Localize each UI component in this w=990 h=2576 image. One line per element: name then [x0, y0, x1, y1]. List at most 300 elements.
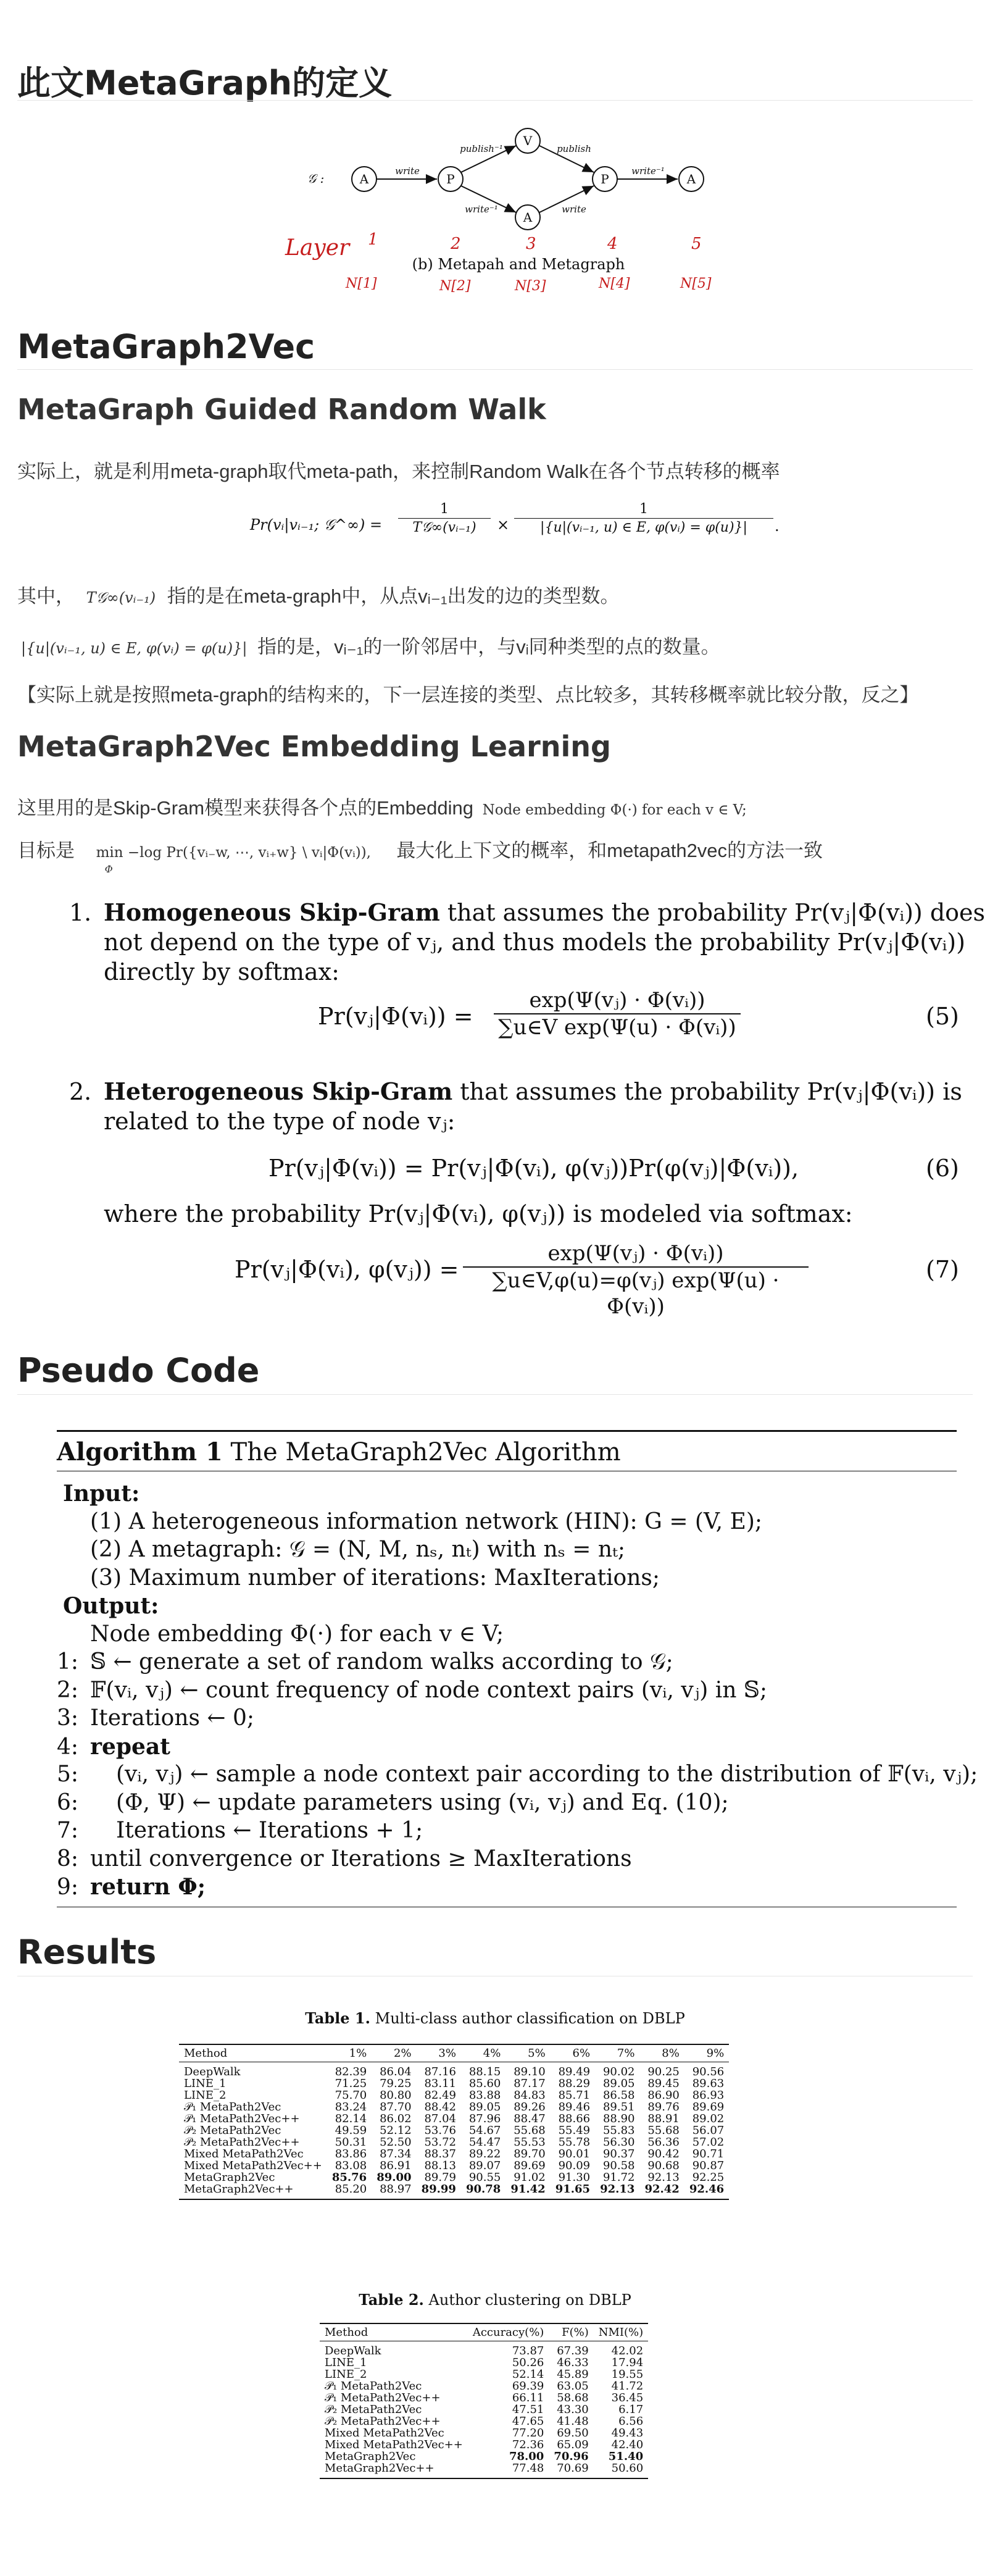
table2-cell: DeepWalk — [325, 2344, 381, 2357]
table1-cell: 89.46 — [558, 2101, 591, 2114]
table2-caption-text: Author clustering on DBLP — [428, 2291, 631, 2309]
eq5-frac — [494, 987, 741, 1040]
skipgram-item2-number: 2. — [69, 1078, 92, 1105]
algorithm-step-text: (Φ, Ψ) ← update parameters using (vᵢ, vⱼ) and Eq. (10); — [116, 1789, 729, 1815]
table1-cell: 91.30 — [558, 2171, 591, 2184]
table2-caption — [0, 2291, 990, 2309]
eq7-den: ∑u∈V,φ(u)=φ(vⱼ) exp(Ψ(u) · Φ(vᵢ)) — [463, 1266, 809, 1319]
pseudo-code-heading-rule — [17, 1394, 973, 1395]
table1-cell: 85.76 — [331, 2171, 367, 2184]
table1-row — [179, 2113, 729, 2125]
algorithm-step-number: 1: — [57, 1649, 79, 1675]
table2-header-cell: NMI(%) — [598, 2326, 644, 2339]
algorithm-output-line: Node embedding Φ(·) for each v ∈ V; — [90, 1621, 504, 1647]
table1-cell: 87.04 — [424, 2112, 456, 2125]
table1-cell: 54.47 — [468, 2136, 501, 2149]
algorithm-step-number: 5: — [57, 1762, 79, 1787]
table1-cell: 89.00 — [376, 2171, 412, 2184]
table2-cell: 41.72 — [611, 2380, 644, 2393]
table2-cell: 66.11 — [512, 2391, 544, 2404]
transition-formula — [250, 501, 781, 551]
algorithm-step-text: repeat — [90, 1733, 170, 1760]
table1-cell: 87.96 — [468, 2112, 501, 2125]
table2-cell: Mixed MetaPath2Vec++ — [325, 2438, 463, 2451]
algorithm-step — [57, 1762, 978, 1787]
table2-cell: 69.39 — [512, 2380, 544, 2393]
table1-cell: 55.78 — [558, 2136, 591, 2149]
table1-cell: LINE_1 — [184, 2077, 227, 2090]
algorithm-input-line: (1) A heterogeneous information network (HIN): G = (V, E); — [90, 1508, 763, 1534]
formula-times: × — [497, 516, 510, 533]
table1-wrap — [179, 2044, 729, 2200]
algorithm-step-text: 𝕊 ← generate a set of random walks according to 𝒢; — [90, 1649, 673, 1675]
table1-cell: 75.70 — [335, 2089, 367, 2102]
layer-note-2: N[2] — [439, 278, 471, 294]
table1-cell: 86.93 — [692, 2089, 725, 2102]
table1-cell: 90.68 — [647, 2159, 680, 2172]
table1-cell: 87.34 — [380, 2147, 412, 2160]
table2-row — [320, 2451, 648, 2462]
metagraph2vec-heading-rule — [17, 369, 973, 370]
table1-cell: 90.87 — [692, 2159, 725, 2172]
table1-cell: 92.42 — [644, 2183, 680, 2196]
algorithm-step-number: 2: — [57, 1677, 79, 1703]
algorithm-step — [57, 1874, 206, 1900]
algorithm-step-number: 4: — [57, 1734, 79, 1760]
table1-cell: 91.65 — [555, 2183, 591, 2196]
table2-cell: 𝒫₁ MetaPath2Vec — [325, 2380, 422, 2393]
table1-cell: 54.67 — [468, 2124, 501, 2137]
edge-label-publish: publish — [557, 143, 591, 154]
table2-cell: 47.51 — [512, 2403, 544, 2416]
layer-number-1: 1 — [368, 230, 378, 249]
table1-cell: 89.69 — [692, 2101, 725, 2114]
formula-frac1 — [398, 501, 491, 535]
table2-row — [320, 2439, 648, 2451]
table1-cell: 53.72 — [424, 2136, 456, 2149]
algorithm-step-text: Iterations ← Iterations + 1; — [116, 1818, 423, 1843]
table2-cell: 49.43 — [611, 2427, 644, 2440]
table2-cell: 78.00 — [509, 2450, 544, 2463]
table2-row — [320, 2427, 648, 2439]
table1-cell: 90.55 — [468, 2171, 501, 2184]
g-label: 𝒢 : — [307, 171, 325, 186]
table2-cell: 77.48 — [512, 2462, 544, 2475]
table1-cell: 56.36 — [647, 2136, 680, 2149]
table1-cell: 91.42 — [510, 2183, 546, 2196]
explain-neighbors — [21, 631, 720, 659]
eq5-tag: (5) — [926, 1003, 959, 1030]
table1-cell: 57.02 — [692, 2136, 725, 2149]
algorithm-input-label: Input: — [63, 1481, 140, 1507]
table1-cell: 90.71 — [692, 2147, 725, 2160]
table2-cell: 69.50 — [557, 2427, 589, 2440]
skipgram-item2-text1: that assumes the probability Pr(vⱼ|Φ(vᵢ)) is — [460, 1078, 962, 1105]
table2-cell: 43.30 — [557, 2403, 589, 2416]
embedding-line1-math: Node embedding Φ(·) for each v ∈ V; — [482, 802, 747, 818]
formula-tail: . — [775, 517, 780, 535]
table2-cell: 17.94 — [611, 2356, 644, 2369]
table1-header-cell: 1% — [349, 2047, 367, 2060]
table1-cell: 89.05 — [468, 2101, 501, 2114]
table1-cell: 89.99 — [421, 2183, 456, 2196]
table1-cell: 83.24 — [335, 2101, 367, 2114]
table1-cell: 86.04 — [380, 2065, 412, 2078]
table2-row — [320, 2404, 648, 2415]
table1-cell: 89.05 — [602, 2077, 635, 2090]
table1-row — [179, 2125, 729, 2136]
algorithm-step — [57, 1649, 673, 1675]
table2-cell: 72.36 — [512, 2438, 544, 2451]
table2-cell: 50.26 — [512, 2356, 544, 2369]
formula-lhs: Pr(vᵢ|vᵢ₋₁; 𝒢^∞) = — [250, 516, 383, 533]
table1-row — [179, 2172, 729, 2183]
algorithm-top-rule — [57, 1430, 957, 1432]
skipgram-item1-text1: that assumes the probability Pr(vⱼ|Φ(vᵢ)) does — [447, 899, 986, 926]
table1-cell: 89.49 — [558, 2065, 591, 2078]
table1-cell: 92.13 — [647, 2171, 680, 2184]
table2-cell: 41.48 — [557, 2415, 589, 2428]
layer-number-2: 2 — [451, 235, 461, 253]
node-a1-label: A — [359, 172, 369, 186]
table1-cell: 90.42 — [647, 2147, 680, 2160]
random-walk-heading: MetaGraph Guided Random Walk — [17, 393, 546, 426]
table2-cell: 51.40 — [608, 2450, 644, 2463]
table1-cell: 𝒫₂ MetaPath2Vec — [184, 2124, 281, 2137]
algorithm-step-text: 𝔽(vᵢ, vⱼ) ← count frequency of node context pairs (vᵢ, vⱼ) in 𝕊; — [90, 1677, 767, 1703]
node-a2-label: A — [686, 172, 696, 186]
algorithm-output-label: Output: — [63, 1593, 159, 1619]
table2-cell: 36.45 — [611, 2391, 644, 2404]
embedding-line2-text: 目标是 — [17, 840, 75, 861]
table2-cell: 58.68 — [557, 2391, 589, 2404]
metagraph2vec-heading: MetaGraph2Vec — [17, 327, 315, 366]
table2-cell: 65.09 — [557, 2438, 589, 2451]
table1-cell: 89.51 — [602, 2101, 635, 2114]
table1-cell: 52.12 — [380, 2124, 412, 2137]
algorithm-name: The MetaGraph2Vec Algorithm — [230, 1438, 621, 1466]
table1-cell: 83.88 — [468, 2089, 501, 2102]
formula-frac2 — [514, 501, 773, 535]
table1-cell: 89.79 — [424, 2171, 456, 2184]
layer-number-5: 5 — [691, 235, 702, 253]
algorithm-step-text: return Φ; — [90, 1874, 206, 1900]
where-line: where the probability Pr(vⱼ|Φ(vᵢ), φ(vⱼ)) is modeled via softmax: — [104, 1200, 853, 1227]
table1-cell: 55.68 — [514, 2124, 546, 2137]
table1-cell: 89.02 — [692, 2112, 725, 2125]
table2-cell: 6.17 — [618, 2403, 644, 2416]
explain-outdegree-math: T𝒢∞(vᵢ₋₁) — [86, 589, 156, 606]
algorithm-step-number: 6: — [57, 1789, 79, 1815]
node-p2-label: P — [601, 172, 609, 186]
algorithm-step-number: 3: — [57, 1705, 79, 1731]
table2-wrap — [320, 2323, 648, 2479]
table1-header-cell: 8% — [662, 2047, 680, 2060]
table1-cell: 92.25 — [692, 2171, 725, 2184]
table1-cell: 87.16 — [424, 2065, 456, 2078]
node-a-mid-label: A — [523, 210, 533, 225]
layer-number-4: 4 — [607, 235, 618, 253]
eq6-tag: (6) — [926, 1155, 959, 1182]
table1-cell: 85.71 — [558, 2089, 591, 2102]
table2-cell: 𝒫₁ MetaPath2Vec++ — [325, 2391, 441, 2404]
table1 — [179, 2044, 729, 2200]
formula-frac2-num: 1 — [639, 501, 648, 517]
eq5-num: exp(Ψ(vⱼ) · Φ(vᵢ)) — [529, 988, 705, 1013]
table1-cell: Mixed MetaPath2Vec — [184, 2147, 304, 2160]
table1-cell: 88.15 — [468, 2065, 501, 2078]
table1-cell: 89.76 — [647, 2101, 680, 2114]
table2-row — [320, 2462, 648, 2478]
table1-cell: 88.91 — [647, 2112, 680, 2125]
table1-cell: 92.13 — [600, 2183, 635, 2196]
algorithm-step-text: until convergence or Iterations ≥ MaxIterations — [90, 1846, 632, 1871]
table1-cell: 56.30 — [602, 2136, 635, 2149]
table1-cell: 55.49 — [558, 2124, 591, 2137]
explain-outdegree-text: 指的是在meta-graph中，从点vᵢ₋₁出发的边的类型数。 — [167, 585, 620, 607]
edge-label-write: write — [395, 165, 420, 177]
table1-cell: 85.20 — [335, 2183, 367, 2196]
table1-header-cell: 4% — [483, 2047, 501, 2060]
table1-header-cell: 9% — [706, 2047, 725, 2060]
table1-cell: 87.17 — [514, 2077, 546, 2090]
skipgram-item1-number: 1. — [69, 899, 92, 926]
table2-row — [320, 2369, 648, 2380]
table1-cell: 50.31 — [335, 2136, 367, 2149]
table1-cell: 82.39 — [335, 2065, 367, 2078]
table1-cell: 89.07 — [468, 2159, 501, 2172]
table1-row — [179, 2136, 729, 2148]
algorithm-label: Algorithm 1 — [57, 1437, 223, 1466]
table2-cell: MetaGraph2Vec — [325, 2450, 416, 2463]
table1-cell: 87.70 — [380, 2101, 412, 2114]
edge-label-write-inv2: write⁻¹ — [631, 165, 665, 177]
table2-cell: 63.05 — [557, 2380, 589, 2393]
eq7-tag: (7) — [926, 1256, 959, 1283]
table1-cell: 80.80 — [380, 2089, 412, 2102]
embedding-objective-min-sub: Φ — [104, 863, 113, 875]
algorithm-box — [57, 1430, 978, 1909]
table2-cell: 73.87 — [512, 2344, 544, 2357]
definition-heading: 此文MetaGraph的定义 — [17, 64, 393, 102]
table1-header-cell: 6% — [572, 2047, 591, 2060]
skipgram-item1-title: Homogeneous Skip-Gram — [104, 898, 440, 926]
layer-note-4: N[4] — [599, 276, 630, 291]
table1-cell: 88.66 — [558, 2112, 591, 2125]
table2-header-cell: Accuracy(%) — [472, 2326, 544, 2339]
figure-caption: (b) Metapah and Metagraph — [412, 256, 625, 273]
transition-note: 【实际上就是按照meta-graph的结构来的，下一层连接的类型、点比较多，其转移概率就比较分散，反之】 — [17, 684, 919, 706]
table2-cell: 𝒫₂ MetaPath2Vec++ — [325, 2415, 441, 2428]
eq7-lhs: Pr(vⱼ|Φ(vᵢ), φ(vⱼ)) = — [235, 1256, 459, 1283]
skipgram-item2-text2: related to the type of node vⱼ: — [104, 1108, 455, 1135]
algorithm-step-number: 7: — [57, 1818, 79, 1843]
table1-cell: 49.59 — [335, 2124, 367, 2137]
embedding-line1-text: 这里用的是Skip-Gram模型来获得各个点的Embedding — [17, 797, 473, 819]
table2-cell: LINE_2 — [325, 2368, 367, 2381]
table1-cell: 55.83 — [602, 2124, 635, 2137]
table1-cell: 83.11 — [424, 2077, 456, 2090]
table1-cell: 90.02 — [602, 2065, 635, 2078]
table1-cell: 90.09 — [558, 2159, 591, 2172]
algorithm-step-text: Iterations ← 0; — [90, 1705, 255, 1731]
table1-cell: 𝒫₁ MetaPath2Vec — [184, 2101, 281, 2114]
layer-note-1: N[1] — [346, 276, 377, 291]
formula-frac2-den: |{u|(vᵢ₋₁, u) ∈ E, φ(vᵢ) = φ(u)}| — [514, 518, 773, 535]
table2-header-cell: Method — [325, 2326, 368, 2339]
table1-caption-label: Table 1. — [305, 2009, 370, 2027]
table1-cell: 89.63 — [692, 2077, 725, 2090]
table1-cell: 92.46 — [689, 2183, 725, 2196]
table1-row — [179, 2089, 729, 2101]
table1-cell: 89.10 — [514, 2065, 546, 2078]
eq7-num: exp(Ψ(vⱼ) · Φ(vᵢ)) — [547, 1241, 724, 1266]
table2-cell: 𝒫₂ MetaPath2Vec — [325, 2403, 422, 2416]
table2-cell: 52.14 — [512, 2368, 544, 2381]
table1-cell: 86.58 — [602, 2089, 635, 2102]
eq6: Pr(vⱼ|Φ(vᵢ)) = Pr(vⱼ|Φ(vᵢ), φ(vⱼ))Pr(φ(vⱼ)|Φ(vᵢ)), — [268, 1155, 799, 1182]
algorithm-input-line: (2) A metagraph: 𝒢 = (N, M, nₛ, nₜ) with nₛ = nₜ; — [90, 1537, 626, 1562]
table1-caption — [0, 2009, 990, 2027]
table2-cell: 6.56 — [618, 2415, 644, 2428]
table2-row — [320, 2415, 648, 2427]
table1-cell: 71.25 — [335, 2077, 367, 2090]
explain-neighbors-text: 指的是，vᵢ₋₁的一阶邻居中，与vᵢ同种类型的点的数量。 — [257, 636, 720, 658]
table1-cell: 𝒫₁ MetaPath2Vec++ — [184, 2112, 300, 2125]
table2-row — [320, 2392, 648, 2404]
edge-label-write2: write — [562, 204, 586, 215]
table2-cell: 77.20 — [512, 2427, 544, 2440]
skipgram-excerpt — [0, 898, 990, 1318]
skipgram-item1-text2: not depend on the type of vⱼ, and thus models the probability Pr(vⱼ|Φ(vᵢ)) — [104, 929, 965, 956]
pseudo-code-heading: Pseudo Code — [17, 1351, 260, 1390]
table2-cell: 70.96 — [554, 2450, 589, 2463]
metagraph-figure — [285, 116, 734, 295]
table2-cell: 19.55 — [611, 2368, 644, 2381]
table2-header-row — [320, 2323, 648, 2341]
table1-cell: 85.60 — [468, 2077, 501, 2090]
table1-cell: 83.08 — [335, 2159, 367, 2172]
table1-cell: 86.90 — [647, 2089, 680, 2102]
table2-cell: 42.02 — [611, 2344, 644, 2357]
algorithm-step — [57, 1734, 170, 1760]
table1-cell: 52.50 — [380, 2136, 412, 2149]
table1-cell: 88.42 — [424, 2101, 456, 2114]
table2-cell: 46.33 — [557, 2356, 589, 2369]
table2-cell: 47.65 — [512, 2415, 544, 2428]
results-heading: Results — [17, 1933, 157, 1972]
algorithm-input-line: (3) Maximum number of iterations: MaxIterations; — [90, 1565, 660, 1591]
table1-cell: 86.02 — [380, 2112, 412, 2125]
algorithm-step — [57, 1705, 254, 1731]
node-p1-label: P — [446, 172, 455, 186]
eq5-lhs: Pr(vⱼ|Φ(vᵢ)) = — [318, 1003, 473, 1030]
edge-label-write-inv: write⁻¹ — [465, 204, 498, 215]
algorithm-step-number: 9: — [57, 1875, 79, 1900]
formula-frac1-num: 1 — [440, 501, 449, 517]
table1-row — [179, 2101, 729, 2113]
table1-cell: MetaGraph2Vec++ — [184, 2183, 294, 2196]
table1-row — [179, 2160, 729, 2172]
definition-heading-rule — [17, 100, 973, 101]
table1-header-row — [179, 2044, 729, 2062]
table1-cell: 89.26 — [514, 2101, 546, 2114]
layer-note-3: N[3] — [515, 278, 546, 294]
algorithm-step — [57, 1678, 767, 1703]
eq5-den: ∑u∈V exp(Ψ(u) · Φ(vᵢ)) — [494, 1013, 741, 1040]
algorithm-step — [57, 1790, 729, 1815]
embedding-line2-note: 最大化上下文的概率，和metapath2vec的方法一致 — [396, 840, 823, 861]
table2-cell: MetaGraph2Vec++ — [325, 2462, 435, 2475]
algorithm-step-text: (vᵢ, vⱼ) ← sample a node context pair according to the distribution of 𝔽(vᵢ, vⱼ); — [116, 1762, 978, 1787]
table2-header-cell: F(%) — [562, 2326, 589, 2339]
metagraph-diagram — [285, 116, 734, 295]
table1-cell: 89.22 — [468, 2147, 501, 2160]
explain-neighbors-math: |{u|(vᵢ₋₁, u) ∈ E, φ(vᵢ) = φ(u)}| — [21, 640, 248, 657]
embedding-objective-math: min −log Pr({vᵢ₋w, ⋯, vᵢ₊w} \ vᵢ|Φ(vᵢ)), — [96, 845, 371, 861]
layer-note-5: N[5] — [680, 276, 712, 291]
table1-cell: 56.07 — [692, 2124, 725, 2137]
table1-cell: 91.02 — [514, 2171, 546, 2184]
table1-cell: 90.56 — [692, 2065, 725, 2078]
table1-cell: MetaGraph2Vec — [184, 2171, 275, 2184]
table1-header-cell: Method — [184, 2047, 228, 2060]
algorithm-step — [57, 1846, 632, 1871]
table1-cell: 83.86 — [335, 2147, 367, 2160]
table2 — [320, 2323, 648, 2479]
table1-cell: 88.97 — [380, 2183, 412, 2196]
table1-cell: 90.58 — [602, 2159, 635, 2172]
table2-row — [320, 2357, 648, 2369]
table1-row — [179, 2078, 729, 2089]
table1-row — [179, 2148, 729, 2160]
table1-header-cell: 3% — [438, 2047, 456, 2060]
table1-cell: 89.69 — [514, 2159, 546, 2172]
table1-cell: 55.53 — [514, 2136, 546, 2149]
algorithm-step-number: 8: — [57, 1846, 79, 1871]
table1-cell: 82.49 — [424, 2089, 456, 2102]
table2-cell: 50.60 — [611, 2462, 644, 2475]
skipgram-item1-line1 — [104, 898, 985, 927]
table1-row — [179, 2062, 729, 2078]
eq7-frac — [463, 1240, 809, 1319]
table1-cell: 91.72 — [602, 2171, 635, 2184]
table2-cell: 70.69 — [557, 2462, 589, 2475]
random-walk-intro: 实际上，就是利用meta-graph取代meta-path，来控制Random Walk在各个节点转移的概率 — [17, 461, 780, 482]
table1-header-cell: 2% — [394, 2047, 412, 2060]
table1-cell: 88.37 — [424, 2147, 456, 2160]
table1-cell: 86.91 — [380, 2159, 412, 2172]
embedding-line2 — [17, 835, 823, 875]
table1-caption-text: Multi-class author classification on DBLP — [375, 2010, 685, 2027]
skipgram-item1-text3: directly by softmax: — [104, 958, 339, 985]
table1-cell: Mixed MetaPath2Vec++ — [184, 2159, 322, 2172]
table1-cell: 88.47 — [514, 2112, 546, 2125]
skipgram-item2-line1 — [104, 1077, 962, 1106]
table2-row — [320, 2341, 648, 2357]
table2-caption-label: Table 2. — [359, 2291, 424, 2309]
table1-row — [179, 2183, 729, 2199]
table1-cell: 90.01 — [558, 2147, 591, 2160]
table1-cell: 55.68 — [647, 2124, 680, 2137]
layer-word: Layer — [285, 235, 350, 261]
skipgram-item2-title: Heterogeneous Skip-Gram — [104, 1077, 453, 1105]
table1-cell: 88.29 — [558, 2077, 591, 2090]
algorithm-step — [57, 1818, 423, 1843]
table1-cell: 90.37 — [602, 2147, 635, 2160]
table1-cell: 53.76 — [424, 2124, 456, 2137]
embedding-line1 — [17, 792, 747, 820]
